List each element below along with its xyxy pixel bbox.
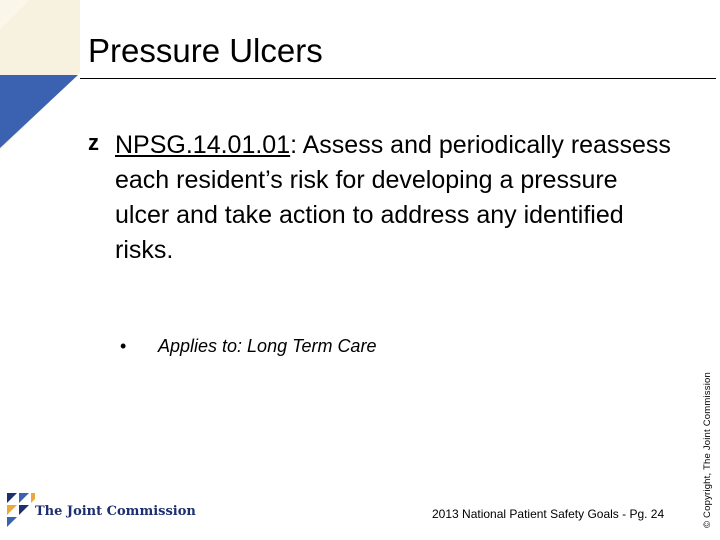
sub-bullet-text: Applies to: Long Term Care	[158, 336, 377, 356]
joint-commission-logo	[7, 493, 196, 527]
logo-mark-icon	[7, 493, 35, 527]
corner-decoration	[0, 0, 90, 150]
title-divider	[80, 78, 716, 79]
sub-bullet-dot: •	[120, 336, 127, 356]
main-bullet-body: : Assess and periodically reassess each resident’s risk for developing a pressure ulcer and take action to address any identified risks.	[115, 131, 671, 264]
footer-page-label: 2013 National Patient Safety Goals - Pg. 24	[432, 507, 665, 521]
slide-title: Pressure Ulcers	[88, 32, 323, 69]
main-bullet-text	[115, 128, 678, 268]
copyright-notice: © Copyright, The Joint Commission	[702, 372, 713, 528]
main-bullet	[88, 128, 678, 268]
logo-text: The Joint Commission	[35, 504, 196, 519]
sub-bullet	[120, 336, 376, 357]
bullet-glyph: z	[88, 130, 99, 155]
npsg-code: NPSG.14.01.01	[115, 131, 291, 159]
